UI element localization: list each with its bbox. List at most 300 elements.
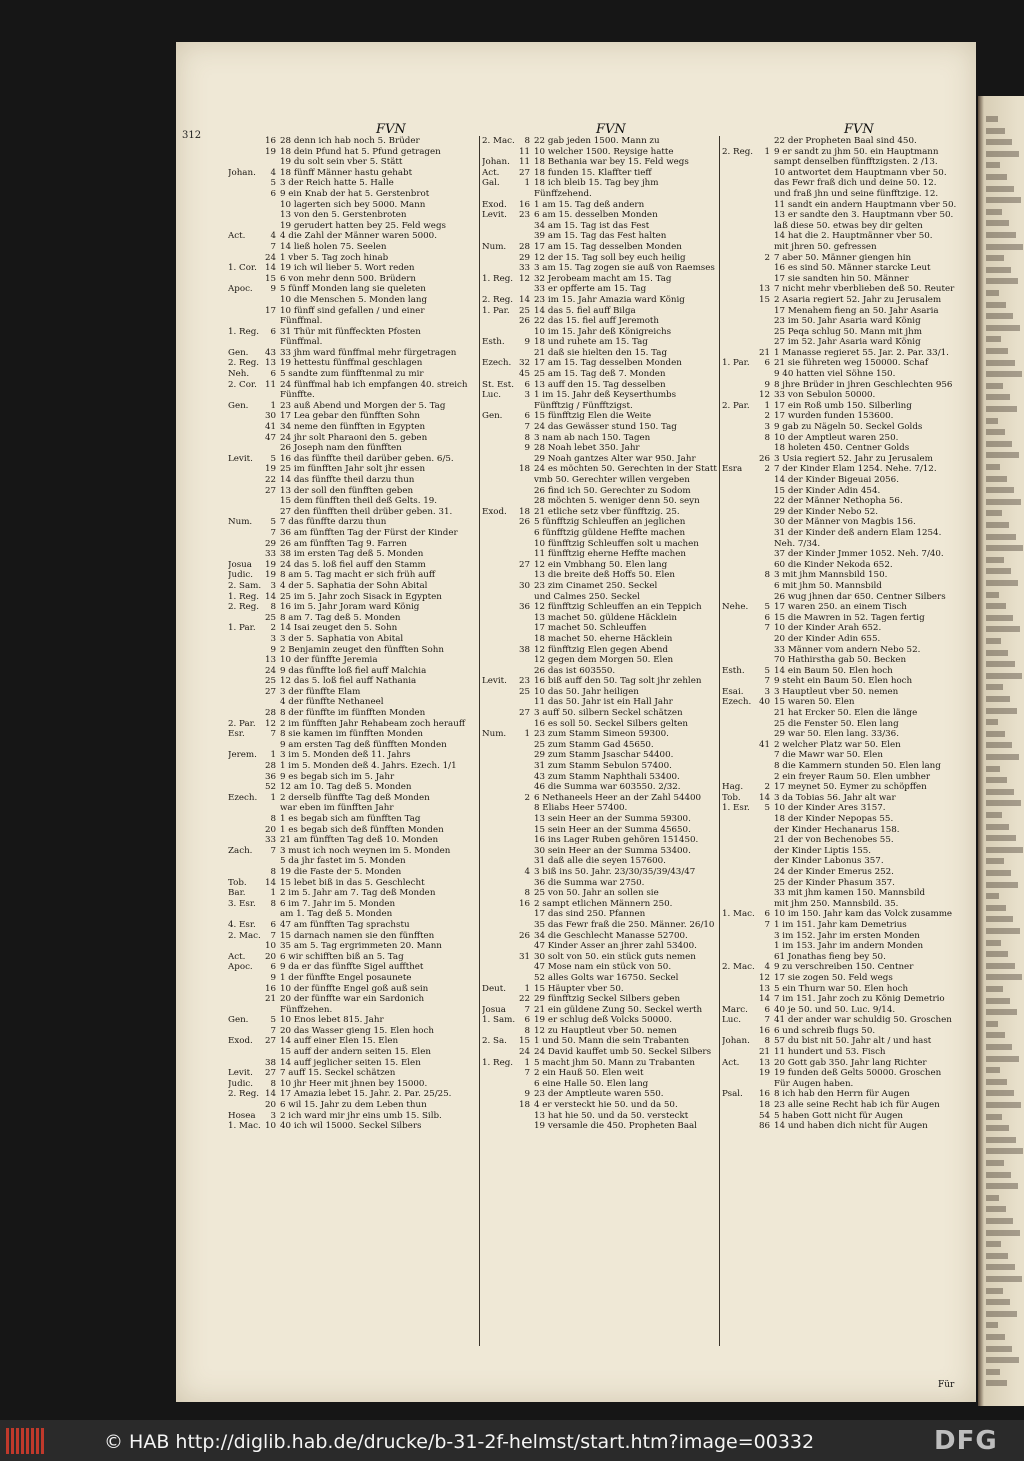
entry-row [722,570,968,581]
chapter-number [752,517,774,528]
adjacent-page-text-line [986,1125,1009,1131]
book-reference [228,803,258,814]
book-reference [722,390,752,401]
column-right [722,136,968,1376]
entry-row [482,729,728,740]
book-reference [722,433,752,444]
entry-text: 36 die Summa war 2750. [534,877,645,888]
book-reference [228,390,258,401]
entry-row [228,560,474,571]
entry-row [228,1079,474,1090]
entry-row [722,157,968,168]
book-reference [722,1047,752,1058]
book-reference [482,549,512,560]
footer-copyright-link[interactable]: © HAB http://diglib.hab.de/drucke/b-31-2f-helmst/start.htm?image=00332 [104,1431,815,1453]
chapter-number: 6 [524,411,530,422]
entry-text: 12 fünfftzig Elen gegen Abend [534,644,669,655]
entry-text: Fünfftzig / Fünfftzigst. [534,400,633,411]
book-reference [228,136,258,147]
chapter-number: 26 [518,316,530,327]
entry-row [482,931,728,942]
book-reference [228,496,258,507]
chapter-number: 16 [518,199,530,210]
chapter-number: 6 [524,379,530,390]
adjacent-page-text-line [986,777,1007,783]
entry-row [482,750,728,761]
adjacent-page-text-line [986,325,1020,331]
adjacent-page-text-line [986,1264,1015,1270]
chapter-number [752,729,774,740]
adjacent-page-text-line [986,186,1014,192]
chapter-number [752,507,774,518]
entry-row [228,1036,474,1047]
entry-text: 23 auß Abend und Morgen der 5. Tag [280,400,446,411]
book-reference [722,719,752,730]
entry-text: 3 der 5. Saphatia von Abital [280,633,404,644]
book-reference [722,931,752,942]
entry-text: 5 da jhr fastet im 5. Monden [280,856,406,867]
book-reference [228,443,258,454]
entry-row [482,200,728,211]
chapter-number [258,316,280,327]
entry-row [482,1005,728,1016]
entry-text: 25 zum Stamm Gad 45650. [534,739,654,750]
entry-text: 24 fünffmal hab ich empfangen 40. streich [280,379,468,390]
entry-row [228,539,474,550]
chapter-number [512,623,534,634]
chapter-number: 41 [264,422,276,433]
book-reference [228,666,258,677]
book-reference [722,231,752,242]
entry-text: 18 und ruhete am 15. Tag [534,337,648,348]
entry-row [228,200,474,211]
book-reference: Gal. [482,178,500,189]
entry-row [722,761,968,772]
book-reference [228,549,258,560]
chapter-number [752,210,774,221]
entry-row [228,931,474,942]
entry-text: 17 am 15. Tag desselben Monden [534,358,682,369]
chapter-number: 6 [270,326,276,337]
chapter-number: 13 [758,1057,770,1068]
book-reference: Ezech. [482,358,512,369]
book-reference [482,1047,512,1058]
chapter-number: 9 [270,644,276,655]
entry-row [482,517,728,528]
chapter-number: 25 [264,612,276,623]
chapter-number: 19 [758,1068,770,1079]
entry-row [722,1111,968,1122]
chapter-number: 13 [758,284,770,295]
book-reference [482,613,512,624]
chapter-number: 4 [764,962,770,973]
entry-text: 19 ich wil lieber 5. Wort reden [280,263,415,274]
book-reference: 1. Esr. [722,803,750,814]
entry-row [228,740,474,751]
entry-text: 19 gerudert hatten bey 25. Feld wegs [280,220,446,231]
chapter-number [258,507,280,518]
entry-text: der Kinder Labonus 357. [774,856,884,867]
entry-row [722,539,968,550]
entry-text: 11 sandt ein andern Hauptmann vber 50. [774,199,957,210]
book-reference: Gen. [228,1015,249,1026]
book-reference [722,623,752,634]
entry-text: mit jhm 250. Mannsbild. 35. [774,898,899,909]
chapter-number: 28 [264,708,276,719]
entry-row [722,613,968,624]
entry-text: 9 gab zu Nägeln 50. Seckel Golds [774,422,923,433]
entry-text: 19 versamle die 450. Propheten Baal [534,1121,697,1132]
entry-text: 14 der Kinder Bigeuai 2056. [774,475,899,485]
chapter-number [258,210,280,221]
chapter-number [512,909,534,920]
entry-row [482,401,728,412]
adjacent-page-text-line [986,592,999,598]
entry-text: 34 am 15. Tag ist das Fest [534,220,650,231]
chapter-number: 38 [518,644,530,655]
chapter-number: 9 [270,972,276,983]
chapter-number: 8 [270,898,276,909]
entry-row [722,348,968,359]
book-reference [722,242,752,253]
chapter-number: 16 [518,898,530,909]
chapter-number [512,496,534,507]
adjacent-page-text-line [986,824,1009,830]
entry-row [482,1089,728,1100]
entry-text: 6 im 7. Jahr im 5. Monden [280,898,396,909]
book-reference [228,814,258,825]
chapter-number [752,178,774,189]
entry-row [482,1058,728,1069]
entry-text: 1 Manasse regieret 55. Jar. 2. Par. 33/1. [774,347,949,358]
chapter-number [512,825,534,836]
entry-text: 13 machet 50. güldene Häcklein [534,612,677,623]
entry-row [482,306,728,317]
entry-text: 3 im 5. Monden deß 11. Jahrs [280,750,411,761]
entry-text: 6 und schreib flugs 50. [774,1025,876,1036]
adjacent-page-text-line [986,882,1018,888]
adjacent-page-text-line [986,209,1002,215]
entry-text: 15 der Kinder Adin 454. [774,485,881,496]
entry-text: 3 Hauptleut vber 50. nemen [774,686,899,697]
book-reference [722,740,752,751]
book-reference [228,210,258,221]
chapter-number: 30 [264,411,276,422]
entry-row [228,486,474,497]
entry-row [722,475,968,486]
chapter-number: 54 [758,1110,770,1121]
chapter-number: 14 [758,792,770,803]
entry-text: 3 biß ins 50. Jahr. 23/30/35/39/43/47 [534,866,696,877]
chapter-number: 27 [518,708,530,719]
book-reference [228,475,258,486]
book-reference [722,581,752,592]
entry-row [722,337,968,348]
column-middle [482,136,728,1376]
entry-row [722,401,968,412]
entry-row [228,517,474,528]
entry-row [482,496,728,507]
book-reference [228,528,258,539]
entry-row [482,687,728,698]
book-reference [722,221,752,232]
entry-text: 24 das Gewässer stund 150. Tag [534,422,677,433]
entry-text: 14 ein Baum 50. Elen hoch [774,665,893,676]
book-reference [482,560,512,571]
entry-text: 2 im 5. Jahr am 7. Tag deß Monden [280,888,436,899]
chapter-number [752,539,774,550]
chapter-number: 3 [270,633,276,644]
entry-row [722,772,968,783]
entry-text: 27 den fünfften theil drüber geben. 31. [280,506,453,517]
book-reference [228,645,258,656]
book-reference: Act. [228,231,246,242]
book-reference [482,263,512,274]
chapter-number [512,697,534,708]
chapter-number: 11 [264,379,276,390]
entry-row [722,136,968,147]
entry-text: 10 das 50. Jahr heiligen [534,686,639,697]
entry-row [228,666,474,677]
chapter-number: 17 [264,305,276,316]
adjacent-page-text-line [986,1357,1019,1363]
entry-row [228,941,474,952]
entry-row [482,1026,728,1037]
book-reference [482,899,512,910]
entry-row [482,1079,728,1090]
entry-row [722,1068,968,1079]
adjacent-page-text-line [986,1299,1010,1305]
entry-row [722,486,968,497]
adjacent-page-text-line [986,998,1010,1004]
entry-row [722,899,968,910]
book-reference: Gen. [482,411,503,422]
book-reference [228,1058,258,1069]
entry-row [228,687,474,698]
book-reference [722,772,752,783]
book-reference [722,920,752,931]
chapter-number: 28 [264,761,276,772]
entry-text: 16 es soll 50. Seckel Silbers gelten [534,718,688,729]
chapter-number: 7 [524,422,530,433]
book-reference [722,517,752,528]
book-reference: 1. Par. [722,358,750,369]
adjacent-page-text-line [986,580,1018,586]
entry-row [482,613,728,624]
entry-row [482,666,728,677]
book-reference [228,274,258,285]
entry-text: 8 jhre Brüder in jhren Geschlechten 956 [774,379,953,390]
entry-row [228,528,474,539]
chapter-number: 27 [264,686,276,697]
book-reference: Gen. [228,347,249,358]
entry-row [722,1089,968,1100]
entry-row [482,888,728,899]
chapter-number [752,327,774,338]
chapter-number [752,899,774,910]
book-reference [722,157,752,168]
book-reference [228,464,258,475]
chapter-number: 8 [764,1036,770,1047]
adjacent-page-text-line [986,406,1017,412]
chapter-number: 23 [518,210,530,221]
book-reference: 1. Mac. [722,909,755,920]
book-reference: Exod. [482,506,507,517]
chapter-number: 12 [518,273,530,284]
entry-text: 23 im 15. Jahr Amazia ward König [534,294,685,305]
entry-text: 70 Hathirstha gab 50. Becken [774,655,907,666]
entry-row [722,1036,968,1047]
entry-row [482,157,728,168]
adjacent-page-text-line [986,452,1019,458]
book-reference [722,994,752,1005]
chapter-number: 7 [764,676,770,687]
chapter-number: 86 [758,1121,770,1132]
entry-text: 7 das fünffte darzu thun [280,517,387,528]
entry-text: 17 meynet 50. Eymer zu schöpffen [774,782,927,793]
chapter-number: 7 [270,527,276,538]
adjacent-page-text-line [986,429,1005,435]
entry-text: Fünffte. [280,390,315,401]
chapter-number: 18 [518,506,530,517]
chapter-number [512,454,534,465]
book-reference: Judic. [228,570,254,581]
book-reference: Levit. [482,676,507,687]
entry-row [722,782,968,793]
entry-row [228,1100,474,1111]
entry-row [228,242,474,253]
chapter-number [752,369,774,380]
book-reference [228,221,258,232]
adjacent-page-text-line [986,719,998,725]
entry-text: 21 daß sie hielten den 15. Tag [534,347,668,358]
book-reference [722,210,752,221]
chapter-number [258,740,280,751]
book-reference [722,168,752,179]
chapter-number: 6 [764,909,770,920]
entry-text: 15 sein Heer an der Summa 45650. [534,824,691,835]
chapter-number: 7 [764,623,770,634]
entry-text: 33 von Sebulon 50000. [774,390,876,401]
chapter-number [752,549,774,560]
entry-text: war eben im fünfften Jahr [280,803,394,814]
chapter-number: 7 [764,919,770,930]
book-reference [482,401,512,412]
book-reference [482,846,512,857]
entry-text: 18 fünff Männer hastu gehabt [280,167,413,178]
book-reference [722,189,752,200]
book-reference [482,941,512,952]
entry-text: 60 die Kinder Nekoda 652. [774,559,893,570]
book-reference [482,570,512,581]
entry-text: 4 der fünffte Nethaneel [280,697,384,708]
entry-text: 7 aber 50. Männer giengen hin [774,252,912,263]
entry-row [482,221,728,232]
chapter-number: 32 [518,358,530,369]
column-divider [479,136,480,1346]
book-reference [722,761,752,772]
adjacent-page-text-line [986,800,1021,806]
chapter-number: 10 [264,1121,276,1132]
book-reference [228,1005,258,1016]
entry-text: 6 fünfftzig güldene Heffte machen [534,527,686,538]
chapter-number: 3 [524,390,530,401]
entry-text: 29 zum Stamm Jsaschar 54400. [534,750,674,761]
entry-text: 2 ein Hauß 50. Elen weit [534,1068,644,1079]
entry-text: 6 von mehr denn 500. Brüdern [280,273,417,284]
adjacent-page-text-line [986,940,1001,946]
entry-text: 1 im 153. Jahr im andern Monden [774,941,924,952]
entry-row [482,549,728,560]
book-reference: 2. Par. [722,400,750,411]
chapter-number: 15 [264,273,276,284]
entry-row [482,274,728,285]
entry-row [722,316,968,327]
entry-row [722,867,968,878]
entry-row [228,221,474,232]
chapter-number: 8 [764,570,770,581]
entry-text: 26 am fünfften Tag 9. Farren [280,538,407,549]
entry-row [228,136,474,147]
book-reference: 1. Sam. [482,1015,516,1026]
adjacent-page-text-line [986,893,999,899]
entry-row [722,549,968,560]
entry-row [482,242,728,253]
entry-row [722,443,968,454]
chapter-number: 26 [518,517,530,528]
entry-text: 3 auff 50. silbern Seckel schätzen [534,708,683,719]
book-reference [722,486,752,497]
entry-row [228,655,474,666]
adjacent-page-text-line [986,232,1016,238]
book-reference [228,316,258,327]
entry-row [722,581,968,592]
book-reference [482,909,512,920]
book-reference: 1. Reg. [228,326,260,337]
adjacent-page-text-line [986,336,1001,342]
chapter-number: 26 [518,930,530,941]
book-reference: Esra [722,464,743,475]
adjacent-page-text-line [986,360,1015,366]
chapter-number: 12 [758,390,770,401]
chapter-number [752,475,774,486]
entry-row [722,973,968,984]
entry-text: 29 der Kinder Nebo 52. [774,506,879,517]
entry-text: am 1. Tag deß 5. Monden [280,909,393,920]
book-reference: 4. Esr. [228,919,256,930]
entry-row [722,178,968,189]
adjacent-page-text-line [986,139,1012,145]
book-reference [228,835,258,846]
entry-text: der Kinder Hechanarus 158. [774,824,900,835]
chapter-number [752,231,774,242]
book-reference: Josua [228,559,252,570]
entry-text: 14 auff einer Elen 15. Elen [280,1036,399,1047]
chapter-number [258,909,280,920]
entry-row [228,825,474,836]
chapter-number [512,666,534,677]
entry-row [228,411,474,422]
chapter-number [258,157,280,168]
entry-row [228,231,474,242]
chapter-number: 25 [264,676,276,687]
adjacent-page-text-line [986,928,1020,934]
entry-row [228,729,474,740]
entry-row [228,549,474,560]
chapter-number: 7 [524,1068,530,1079]
entry-row [228,178,474,189]
entry-text: 34 die Geschlecht Manasse 52700. [534,930,688,941]
